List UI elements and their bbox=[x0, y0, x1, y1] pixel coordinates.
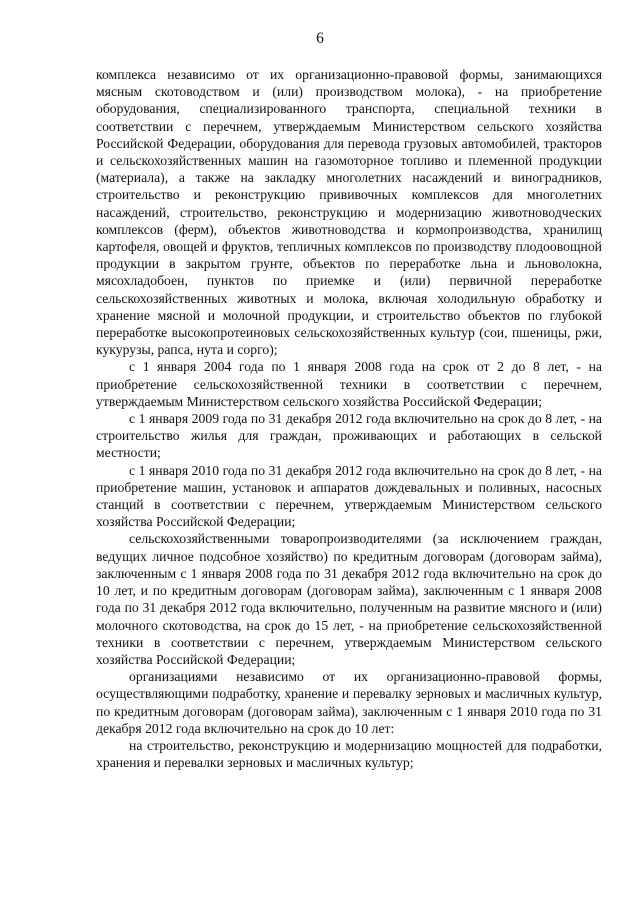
paragraph-4: с 1 января 2010 года по 31 декабря 2012 года включительно на срок до 8 лет, - на приобретение машин, установок и аппаратов дождевальных и поливных, насосных станций в соответствии с перечнем, утверждаемым Министерством сельского хозяйства Российской Федерации; bbox=[96, 462, 602, 530]
paragraph-6: организациями независимо от их организационно-правовой формы, осуществляющими подработку, хранение и перевалку зерновых и масличных культур, по кредитным договорам (договорам займа), заключенным с 1 января 2010 года по 31 декабря 2012 года включительно на срок до 10 лет: bbox=[96, 669, 602, 736]
document-body bbox=[96, 66, 602, 771]
paragraph-5: сельскохозяйственными товаропроизводителями (за исключением граждан, ведущих личное подсобное хозяйство) по кредитным договорам (договорам займа), заключенным с 1 января 2008 года по 31 декабря 2012 года включительно на срок до 10 лет, и по кредитным договорам (договорам займа), заключенным с 1 января 2008 года по 31 декабря 2012 года включительно, полученным на развитие мясного и (или) молочного скотоводства, на срок до 15 лет, - на приобретение сельскохозяйственной техники в соответствии с перечнем, утверждаемым Министерством сельского хозяйства Российской Федерации; bbox=[96, 531, 602, 667]
page-number: 6 bbox=[316, 30, 324, 47]
paragraph-1: комплекса независимо от их организационно-правовой формы, занимающихся мясным скотоводством и (или) производством молока), - на приобретение оборудования, специализированного транспорта, специальной техники в соответствии с перечнем, утверждаемым Министерством сельского хозяйства Российской Федерации, оборудования для перевода грузовых автомобилей, тракторов и сельскохозяйственных машин на газомоторное топливо и племенной продукции (материала), а также на закладку многолетних насаждений и виноградников, строительство и реконструкцию прививочных комплексов для многолетних насаждений, строительство, реконструкцию и модернизацию животноводческих комплексов (ферм), объектов животноводства и кормопроизводства, хранилищ картофеля, овощей и фруктов, тепличных комплексов по производству плодоовощной продукции в закрытом грунте, объектов по переработке льна и льноволокна, мясохладобоен, пунктов по приемке и (или) первичной переработке сельскохозяйственных животных и молока, включая холодильную обработку и хранение мясной и молочной продукции, и строительство объектов по глубокой переработке высокопротеиновых сельскохозяйственных культур (сои, пшеницы, ржи, кукурузы, рапса, нута и сорго); bbox=[96, 67, 602, 358]
paragraph-7: на строительство, реконструкцию и модернизацию мощностей для подработки, хранения и перевалки зерновых и масличных культур; bbox=[96, 737, 602, 771]
paragraph-3: с 1 января 2009 года по 31 декабря 2012 года включительно на срок до 8 лет, - на строительство жилья для граждан, проживающих и работающих в сельской местности; bbox=[96, 411, 602, 461]
paragraph-2: с 1 января 2004 года по 1 января 2008 года на срок от 2 до 8 лет, - на приобретение сельскохозяйственной техники в соответствии с перечнем, утверждаемым Министерством сельского хозяйства Российской Федерации; bbox=[96, 359, 602, 409]
